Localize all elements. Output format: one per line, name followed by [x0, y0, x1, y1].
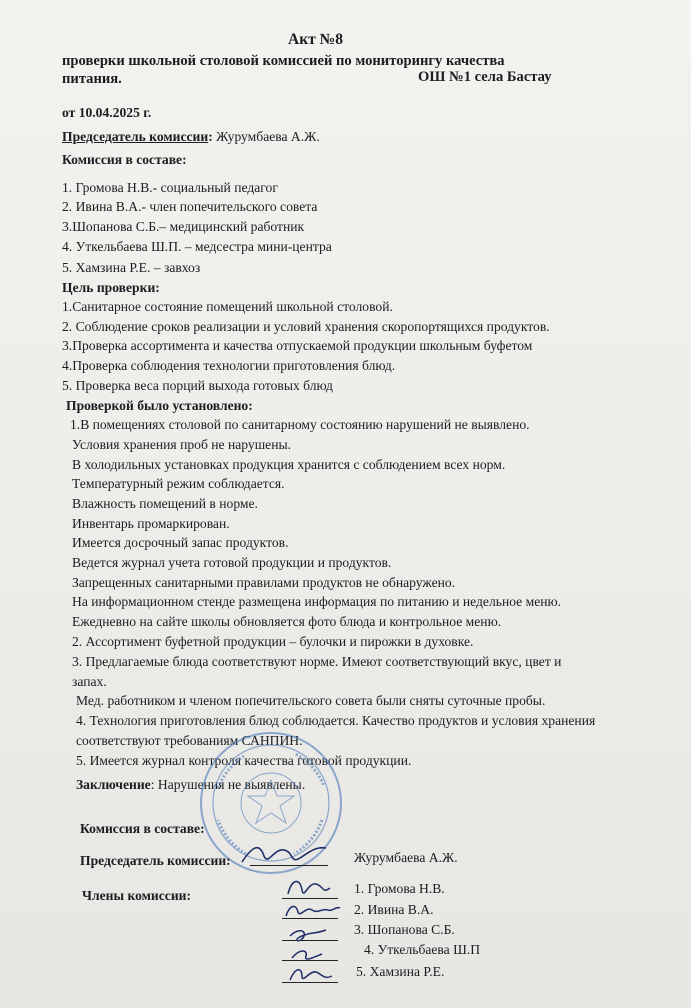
- sign-member-name: 2. Ивина В.А.: [354, 902, 434, 917]
- finding-item: В холодильных установках продукция хранится с соблюдением всех норм.: [72, 457, 506, 472]
- finding-item: На информационном стенде размещена информация по питанию и недельное меню.: [72, 594, 562, 609]
- conclusion-label: Заключение: [76, 777, 151, 792]
- sign-member-name: 5. Хамзина Р.Е.: [356, 964, 445, 979]
- sign-member-name: 3. Шопанова С.Б.: [354, 922, 455, 937]
- finding-item: Ведется журнал учета готовой продукции и продуктов.: [72, 555, 392, 570]
- sign-commission-label: Комиссия в составе:: [80, 821, 205, 836]
- member-item: 3.Шопанова С.Б.– медицинский работник: [62, 219, 305, 234]
- school-name: ОШ №1 села Бастау: [418, 69, 552, 85]
- purpose-item: 2. Соблюдение сроков реализации и условий хранения скоропортящихся продуктов.: [62, 319, 550, 334]
- act-heading-line1: проверки школьной столовой комиссией по мониторингу качества: [62, 53, 505, 69]
- finding-item: 1.В помещениях столовой по санитарному состоянию нарушений не выявлено.: [70, 417, 530, 432]
- sign-chair-label: Председатель комиссии:: [80, 853, 231, 868]
- sign-member-name: 4. Уткельбаева Ш.П: [364, 942, 481, 957]
- chair-label: Председатель комиссии: [62, 129, 209, 144]
- chair-signature-icon: [238, 838, 330, 870]
- chair-row: [62, 129, 320, 145]
- member-item: 1. Громова Н.В.- социальный педагог: [62, 180, 278, 195]
- finding-item: 4. Технология приготовления блюд соблюдается. Качество продуктов и условия хранения: [76, 713, 596, 728]
- purpose-item: 3.Проверка ассортимента и качества отпускаемой продукции школьным буфетом: [62, 338, 533, 353]
- finding-item: Влажность помещений в норме.: [72, 496, 258, 511]
- conclusion-text: : Нарушения не выявлены.: [150, 777, 306, 792]
- member-signatures-icon: [282, 872, 346, 990]
- finding-item: 2. Ассортимент буфетной продукции – булочки и пирожки в духовке.: [72, 634, 474, 649]
- chair-colon: :: [208, 129, 213, 144]
- sign-member-name: 1. Громова Н.В.: [354, 881, 445, 896]
- purpose-item: 5. Проверка веса порций выхода готовых блюд: [62, 378, 333, 393]
- member-item: 4. Уткельбаева Ш.П. – медсестра мини-центра: [62, 239, 332, 254]
- finding-item: Мед. работником и членом попечительского совета были сняты суточные пробы.: [76, 693, 546, 708]
- act-heading-line2-left: питания.: [62, 71, 122, 87]
- act-date: от 10.04.2025 г.: [62, 105, 152, 120]
- finding-item: запах.: [72, 674, 107, 689]
- purpose-label: Цель проверки:: [62, 280, 160, 295]
- finding-item: Ежедневно на сайте школы обновляется фото блюда и контрольное меню.: [72, 614, 502, 629]
- member-item: 2. Ивина В.А.- член попечительского совета: [62, 199, 318, 214]
- finding-item: Инвентарь промаркирован.: [72, 516, 230, 531]
- sign-chair-name: Журумбаева А.Ж.: [354, 850, 458, 865]
- finding-item: 5. Имеется журнал контроля качества готовой продукции.: [76, 753, 412, 768]
- purpose-item: 4.Проверка соблюдения технологии приготовления блюд.: [62, 358, 396, 373]
- member-item: 5. Хамзина Р.Е. – завхоз: [62, 260, 201, 275]
- finding-item: Условия хранения проб не нарушены.: [72, 437, 292, 452]
- finding-item: Запрещенных санитарными правилами продуктов не обнаружено.: [72, 575, 456, 590]
- act-title: Акт №8: [288, 31, 343, 48]
- findings-label: Проверкой было установлено:: [66, 398, 253, 413]
- finding-item: соответствуют требованиям САНПИН.: [76, 733, 303, 748]
- chair-name: Журумбаева А.Ж.: [216, 129, 320, 144]
- finding-item: Температурный режим соблюдается.: [72, 476, 285, 491]
- commission-label: Комиссия в составе:: [62, 152, 187, 167]
- purpose-item: 1.Санитарное состояние помещений школьной столовой.: [62, 299, 393, 314]
- sign-members-label: Члены комиссии:: [82, 888, 192, 903]
- finding-item: 3. Предлагаемые блюда соответствуют норме. Имеют соответствующий вкус, цвет и: [72, 654, 562, 669]
- finding-item: Имеется досрочный запас продуктов.: [72, 535, 289, 550]
